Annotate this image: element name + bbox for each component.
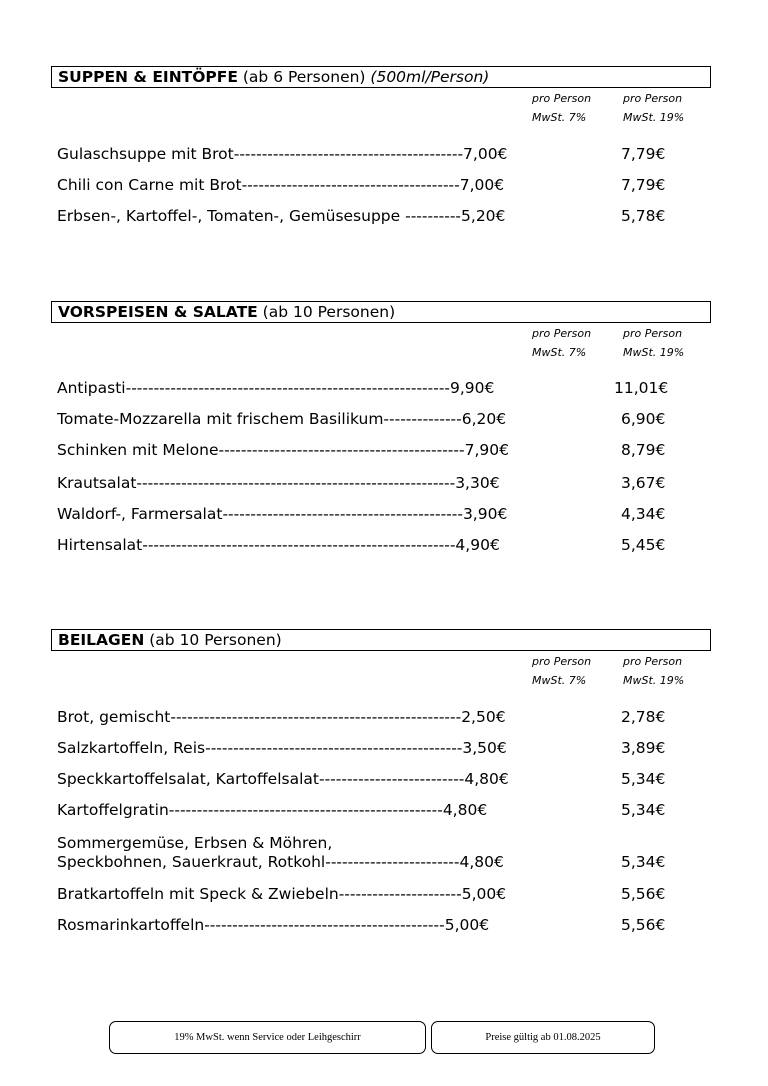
- item-price-19: 3,89€: [621, 739, 666, 757]
- item-price-19: 7,79€: [621, 145, 666, 163]
- item-label-price-7: Salzkartoffeln, Reis----------------------------------------------3,50€: [57, 739, 507, 757]
- menu-item: [51, 916, 711, 938]
- col-header-7-line2: MwSt. 7%: [532, 346, 587, 359]
- section-note: (500ml/Person): [370, 68, 490, 86]
- item-label-price-7: Rosmarinkartoffeln-------------------------------------------5,00€: [57, 916, 490, 934]
- item-label-price-7: Chili con Carne mit Brot---------------------------------------7,00€: [57, 176, 505, 194]
- item-label-price-7: Brot, gemischt----------------------------------------------------2,50€: [57, 708, 506, 726]
- item-label-price-7: Erbsen-, Kartoffel-, Tomaten-, Gemüsesuppe ----------5,20€: [57, 207, 506, 225]
- item-label-price-7: Schinken mit Melone--------------------------------------------7,90€: [57, 441, 509, 459]
- section-title: SUPPEN & EINTÖPFE: [58, 68, 238, 86]
- col-header-7-line1: pro Person: [532, 655, 592, 668]
- item-price-19: 6,90€: [621, 410, 666, 428]
- menu-item: [51, 441, 711, 463]
- menu-item: [51, 410, 711, 432]
- section-subtitle: (ab 10 Personen): [257, 303, 396, 321]
- item-label-price-7: Waldorf-, Farmersalat-------------------------------------------3,90€: [57, 505, 508, 523]
- item-price-19: 11,01€: [614, 379, 669, 397]
- item-label-price-7: Tomate-Mozzarella mit frischem Basilikum--------------6,20€: [57, 410, 507, 428]
- col-header-7-line2: MwSt. 7%: [532, 674, 587, 687]
- col-header-19-line2: MwSt. 19%: [623, 111, 685, 124]
- price-column-headers: [51, 323, 711, 361]
- col-header-7-line1: pro Person: [532, 327, 592, 340]
- col-header-19-line2: MwSt. 19%: [623, 674, 685, 687]
- menu-item: [51, 885, 711, 907]
- item-label-price-7: Sommergemüse, Erbsen & Möhren, Speckbohnen, Sauerkraut, Rotkohl------------------------4,80€: [57, 834, 504, 871]
- item-label-price-7: Bratkartoffeln mit Speck & Zwiebeln----------------------5,00€: [57, 885, 507, 903]
- section-beilagen: [51, 629, 711, 689]
- section-subtitle: (ab 10 Personen): [144, 631, 282, 649]
- item-label-price-7: Krautsalat---------------------------------------------------------3,30€: [57, 474, 500, 492]
- item-label-price-7: Speckkartoffelsalat, Kartoffelsalat--------------------------4,80€: [57, 770, 509, 788]
- section-header: [51, 301, 711, 323]
- footer-valid-date: Preise gültig ab 01.08.2025: [431, 1021, 655, 1054]
- item-price-19: 2,78€: [621, 708, 666, 726]
- menu-item: [51, 474, 711, 496]
- menu-item: [51, 834, 711, 876]
- item-label-price-7: Antipasti----------------------------------------------------------9,90€: [57, 379, 495, 397]
- menu-item: [51, 207, 711, 229]
- col-header-19-line1: pro Person: [623, 655, 683, 668]
- section-subtitle: (ab 6 Personen): [237, 68, 371, 86]
- menu-item: [51, 176, 711, 198]
- item-price-19: 5,34€: [621, 853, 666, 871]
- item-price-19: 5,56€: [621, 885, 666, 903]
- price-column-headers: [51, 88, 711, 126]
- section-header: [51, 66, 711, 88]
- section-title: VORSPEISEN & SALATE: [58, 303, 258, 321]
- item-label-price-7: Gulaschsuppe mit Brot-----------------------------------------7,00€: [57, 145, 508, 163]
- menu-item: [51, 708, 711, 730]
- menu-item: [51, 145, 711, 167]
- footer-service-note: 19% MwSt. wenn Service oder Leihgeschirr: [109, 1021, 426, 1054]
- section-title: BEILAGEN: [58, 631, 145, 649]
- col-header-7-line1: pro Person: [532, 92, 592, 105]
- section-header: [51, 629, 711, 651]
- menu-item: [51, 536, 711, 558]
- col-header-19-line1: pro Person: [623, 92, 683, 105]
- item-price-19: 8,79€: [621, 441, 666, 459]
- section-vorspeisen: [51, 301, 711, 361]
- item-label-price-7: Kartoffelgratin-------------------------------------------------4,80€: [57, 801, 488, 819]
- item-price-19: 5,45€: [621, 536, 666, 554]
- item-price-19: 5,34€: [621, 801, 666, 819]
- menu-item: [51, 770, 711, 792]
- section-suppen: [51, 66, 711, 126]
- menu-item: [51, 739, 711, 761]
- menu-item: [51, 379, 711, 401]
- col-header-19-line1: pro Person: [623, 327, 683, 340]
- col-header-19-line2: MwSt. 19%: [623, 346, 685, 359]
- price-column-headers: [51, 651, 711, 689]
- item-label-price-7: Hirtensalat--------------------------------------------------------4,90€: [57, 536, 500, 554]
- item-price-19: 4,34€: [621, 505, 666, 523]
- menu-item: [51, 505, 711, 527]
- item-price-19: 7,79€: [621, 176, 666, 194]
- item-price-19: 5,78€: [621, 207, 666, 225]
- item-price-19: 3,67€: [621, 474, 666, 492]
- menu-item: [51, 801, 711, 823]
- item-price-19: 5,56€: [621, 916, 666, 934]
- item-price-19: 5,34€: [621, 770, 666, 788]
- col-header-7-line2: MwSt. 7%: [532, 111, 587, 124]
